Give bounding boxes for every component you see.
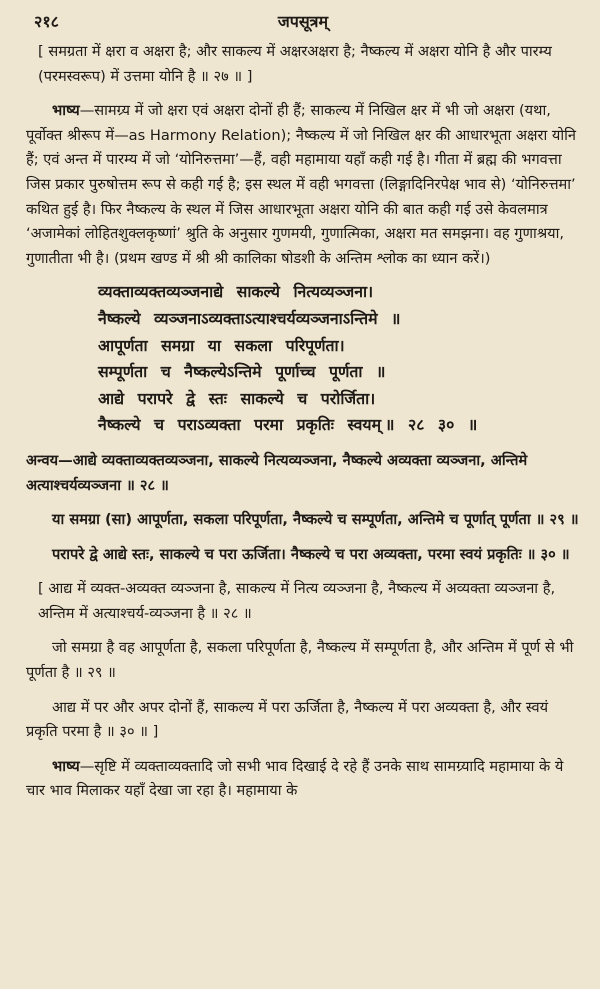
anvaya-29: या समग्रा (सा) आपूर्णता, सकला परिपूर्णता, नैष्कल्ये च सम्पूर्णता, अन्तिमे च पूर्णात् पूर्णता ॥ २९ ॥ xyxy=(52,511,579,529)
bhashya-paragraph xyxy=(26,99,580,271)
page-number: २१८ xyxy=(34,12,59,31)
verse-line-4: सम्पूर्णता च नैष्कल्येऽन्तिमे पूर्णाच्च पूर्णता ॥ xyxy=(98,362,386,382)
anvaya-28-text: —आद्ये व्यक्ताव्यक्तव्यञ्जना, साकल्ये नित्यव्यञ्जना, नैष्कल्ये अव्यक्ता व्यञ्जना, अन्तिमे अत्याश्चर्यव्यञ्जना ॥ २८ ॥ xyxy=(26,451,528,494)
sanskrit-verse xyxy=(98,279,580,439)
anvaya-28 xyxy=(26,449,580,498)
translation-30: आद्य में पर और अपर दोनों हैं, साकल्य में परा ऊर्जिता है, नैष्कल्य में परा अव्यक्ता है, और स्वयं प्रकृति परमा है ॥ ३० ॥ ] xyxy=(26,698,549,741)
bhashya-2-label: भाष्य xyxy=(52,757,80,775)
verse-number: ॥ २८ ३० ॥ xyxy=(385,415,478,435)
translation-29: जो समग्रा है वह आपूर्णता है, सकला परिपूर्णता है, नैष्कल्य में सम्पूर्णता है, और अन्तिम में पूर्ण से भी पूर्णता है ॥ २९ ॥ xyxy=(26,639,574,682)
bhashya-text: —सामग्र्य में जो क्षरा एवं अक्षरा दोनों ही हैं; साकल्य में निखिल क्षर में भी जो अक्षरा (यथा, पूर्वोक्त श्रीरूप में—as Harmony Relation); नैष्कल्य में जो निखिल क्षर की आधारभूता अक्षरा योनि हैं; एवं अन्त में पारम्य में जो ‘योनिरुत्तमा’—हैं, वही महामाया यहाँ कही गई है। गीता में ब्रह्म की भगवत्ता जिस प्रकार पुरुषोत्तम रूप से कही गई है; इस स्थल में वही भगवत्ता (लिङ्गादिनिरपेक्ष भाव से) ‘योनिरुत्तमा’ कथित हुई है। फिर नैष्कल्य के स्थल में जिस आधारभूता अक्षरा योनि की बात कही गई उसे केवलमात्र ‘अजामेकां लोहितशुक्लकृष्णां’ श्रुति के अनुसार गुणमयी, गुणात्मिका, अक्षरा मत समझना। वह गुणाश्रया, गुणातीता भी है। (प्रथम खण्ड में श्री श्री कालिका षोडशी के अन्तिम श्लोक का ध्यान करें।) xyxy=(26,102,576,267)
anvaya-30: परापरे द्वे आद्ये स्तः, साकल्ये च परा ऊर्जिता। नैष्कल्ये च परा अव्यक्ता, परमा स्वयं प्रकृतिः ॥ ३० ॥ xyxy=(52,545,570,563)
verse-line-3: आपूर्णता समग्रा या सकला परिपूर्णता। xyxy=(98,335,345,355)
bhashya-2-text: —सृष्टि में व्यक्ताव्यक्तादि जो सभी भाव दिखाई दे रहे हैं उनके साथ सामग्र्यादि महामाया के ये चार भाव मिलाकर यहाँ देखा जा रहा है। महामाया के xyxy=(26,757,564,800)
verse-line-5: आद्ये परापरे द्वे स्तः साकल्ये च परोर्जिता। xyxy=(98,388,376,408)
anvaya-label: अन्वय xyxy=(26,451,59,469)
bracket-summary-27: [ समग्रता में क्षरा व अक्षरा है; और साकल्य में अक्षरअक्षरा है; नैष्कल्य में अक्षरा योनि है और पारम्य (परमस्वरूप) में उत्तमा योनि है ॥ २७ ॥ ] xyxy=(38,43,552,85)
page-header xyxy=(26,8,580,34)
bhashya-paragraph-2 xyxy=(26,755,580,804)
running-title: जपसूत्रम् xyxy=(277,12,329,31)
verse-line-2: नैष्कल्ये व्यञ्जनाऽव्यक्ताऽत्याश्चर्यव्यञ्जनाऽन्तिमे ॥ xyxy=(98,308,401,328)
verse-line-6 xyxy=(98,412,580,439)
verse-line-1: व्यक्ताव्यक्तव्यञ्जनाद्ये साकल्ये नित्यव्यञ्जना। xyxy=(98,282,374,302)
translation-28: [ आद्य में व्यक्त-अव्यक्त व्यञ्जना है, साकल्य में नित्य व्यञ्जना है, नैष्कल्य में अव्यक्ता व्यञ्जना है, अन्तिम में अत्याश्चर्य-व्यञ्जना है ॥ २८ ॥ xyxy=(38,580,556,622)
bhashya-label: भाष्य xyxy=(52,102,80,120)
verse-line-6-text: नैष्कल्ये च पराऽव्यक्ता परमा प्रकृतिः स्वयम् xyxy=(98,415,382,435)
